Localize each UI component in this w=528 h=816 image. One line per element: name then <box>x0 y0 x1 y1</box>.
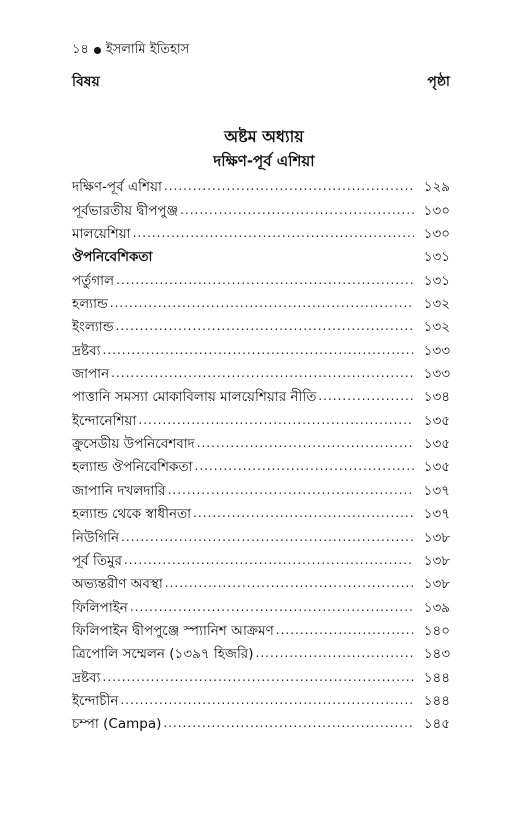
toc-entry-title: দ্রষ্টব্য <box>72 669 101 686</box>
leader-dots <box>103 343 415 357</box>
toc-entry <box>72 312 450 335</box>
leader-dots <box>103 670 415 684</box>
toc-entry-page: ১৪৪ <box>423 669 450 686</box>
toc-entry-page: ১৩৩ <box>423 366 450 383</box>
toc-entry-title: পূর্ব তিমুর <box>72 552 122 569</box>
toc-entry <box>72 195 450 218</box>
toc-entry <box>72 289 450 312</box>
toc-entry-title: দক্ষিণ-পূর্ব এশিয়া <box>72 179 162 196</box>
toc-entry-page: ১৩১ <box>423 272 450 289</box>
toc-entry-title: ইংল্যান্ড <box>72 319 114 336</box>
toc-entry <box>72 429 450 452</box>
leader-dots <box>197 436 414 450</box>
page-column-header: পৃষ্ঠা <box>427 74 450 90</box>
leader-dots <box>124 553 414 567</box>
toc-entry-page: ১৩৮ <box>423 552 450 569</box>
toc-entry-page: ১৩৫ <box>423 412 450 429</box>
toc-entry <box>72 219 450 242</box>
toc-entry-title: ঔপনিবেশিকতা <box>72 249 153 266</box>
toc-entry-title: ইন্দোনেশিয়া <box>72 412 137 429</box>
toc-entry-title: পর্তুগাল <box>72 272 115 289</box>
toc-entry <box>72 452 450 475</box>
toc-entry <box>72 522 450 545</box>
toc-entry-page: ১৪৫ <box>423 716 450 733</box>
leader-dots <box>116 273 414 287</box>
running-head <box>72 40 189 61</box>
leader-dots <box>110 296 414 310</box>
toc-entry-title: পূর্বভারতীয় দ্বীপপুঞ্জ <box>72 202 179 219</box>
leader-dots <box>193 506 414 520</box>
toc-entry-title: ত্রিপোলি সম্মেলন (১৩৯৭ হিজরি) <box>72 646 254 663</box>
leader-dots <box>168 483 414 497</box>
toc-entry-page: ১৩০ <box>423 202 450 219</box>
toc-entry-title: অভ্যন্তরীণ অবস্থা <box>72 576 163 593</box>
chapter-subtitle: দক্ষিণ-পূর্ব এশিয়া <box>213 152 315 170</box>
leader-dots <box>163 716 414 730</box>
toc-entry <box>72 686 450 709</box>
toc-entry-page: ১৪৩ <box>423 646 450 663</box>
leader-dots <box>276 623 414 637</box>
running-head-page-number: ১৪ <box>72 42 89 57</box>
toc-entry <box>72 172 450 195</box>
leader-dots <box>195 459 415 473</box>
toc-entry-title: হল্যান্ড থেকে স্বাধীনতা <box>72 506 192 523</box>
leader-dots <box>164 179 414 193</box>
toc-entry-page: ১৩৭ <box>423 506 450 523</box>
toc-entry <box>72 569 450 592</box>
toc-entry-page: ১৩২ <box>423 296 450 313</box>
toc-entry-title: ক্রুসেডীয় উপনিবেশবাদ <box>72 436 195 453</box>
toc-entry-title: ইন্দোচীন <box>72 692 119 709</box>
toc-entry-page: ১৪৪ <box>423 692 450 709</box>
toc-entry-title: হল্যান্ড ঔপনিবেশিকতা <box>72 459 193 476</box>
leader-dots <box>116 319 414 333</box>
leader-dots <box>256 646 415 660</box>
toc-entry-page: ১৩৭ <box>423 482 450 499</box>
toc-entry-page: ১২৯ <box>423 179 450 196</box>
toc-entry-page: ১৩৫ <box>423 459 450 476</box>
toc-entry-page: ১৩৪ <box>423 389 450 406</box>
toc-entry <box>72 592 450 615</box>
toc-entry-page: ১৩১ <box>423 249 450 266</box>
toc-entry-title: জাপান <box>72 366 110 383</box>
toc-entry-title: নিউগিনি <box>72 529 120 546</box>
toc-entry-page: ১৩৯ <box>423 599 450 616</box>
leader-dots <box>120 693 414 707</box>
toc-entry-page: ১৩৫ <box>423 436 450 453</box>
toc-entry-page: ১৩৮ <box>423 576 450 593</box>
chapter-title: অষ্টম অধ্যায় <box>224 127 304 146</box>
leader-dots <box>165 576 414 590</box>
toc-entry-title: চম্পা (Campa) <box>72 716 162 733</box>
toc-entry <box>72 265 450 288</box>
column-headers <box>72 70 450 94</box>
toc-entry-title: দ্রষ্টব্য <box>72 342 101 359</box>
toc-entry-section <box>72 242 450 265</box>
toc-entry <box>72 359 450 382</box>
toc-entry <box>72 709 450 732</box>
table-of-contents <box>72 172 450 732</box>
toc-entry <box>72 499 450 522</box>
toc-entry <box>72 616 450 639</box>
toc-entry-page: ১৪০ <box>423 622 450 639</box>
bullet-icon <box>94 47 101 54</box>
leader-dots <box>111 366 414 380</box>
toc-entry <box>72 662 450 685</box>
leader-dots <box>138 413 414 427</box>
toc-entry <box>72 546 450 569</box>
toc-entry-page: ১৩০ <box>423 226 450 243</box>
leader-dots <box>130 600 414 614</box>
toc-entry-title: পাত্তানি সমস্যা মোকাবিলায় মালয়েশিয়ার নীতি <box>72 389 317 406</box>
toc-entry-page: ১৩৩ <box>423 342 450 359</box>
toc-entry-title: হল্যান্ড <box>72 296 108 313</box>
toc-entry-page: ১৩৮ <box>423 529 450 546</box>
toc-entry-title: ফিলিপাইন <box>72 599 128 616</box>
leader-dots <box>133 226 414 240</box>
running-head-book-title: ইসলামি ইতিহাস <box>105 42 190 57</box>
toc-entry-title: মালয়েশিয়া <box>72 226 131 243</box>
leader-dots <box>180 203 414 217</box>
toc-entry <box>72 405 450 428</box>
toc-entry-title: ফিলিপাইন দ্বীপপুঞ্জে স্প্যানিশ আক্রমণ <box>72 622 274 639</box>
subject-column-header: বিষয় <box>72 74 100 90</box>
toc-entry <box>72 382 450 405</box>
leader-dots <box>318 389 414 403</box>
toc-entry-page: ১৩২ <box>423 319 450 336</box>
toc-entry <box>72 639 450 662</box>
toc-entry <box>72 475 450 498</box>
toc-entry-title: জাপানি দখলদারি <box>72 482 166 499</box>
leader-dots <box>121 530 414 544</box>
toc-entry <box>72 335 450 358</box>
